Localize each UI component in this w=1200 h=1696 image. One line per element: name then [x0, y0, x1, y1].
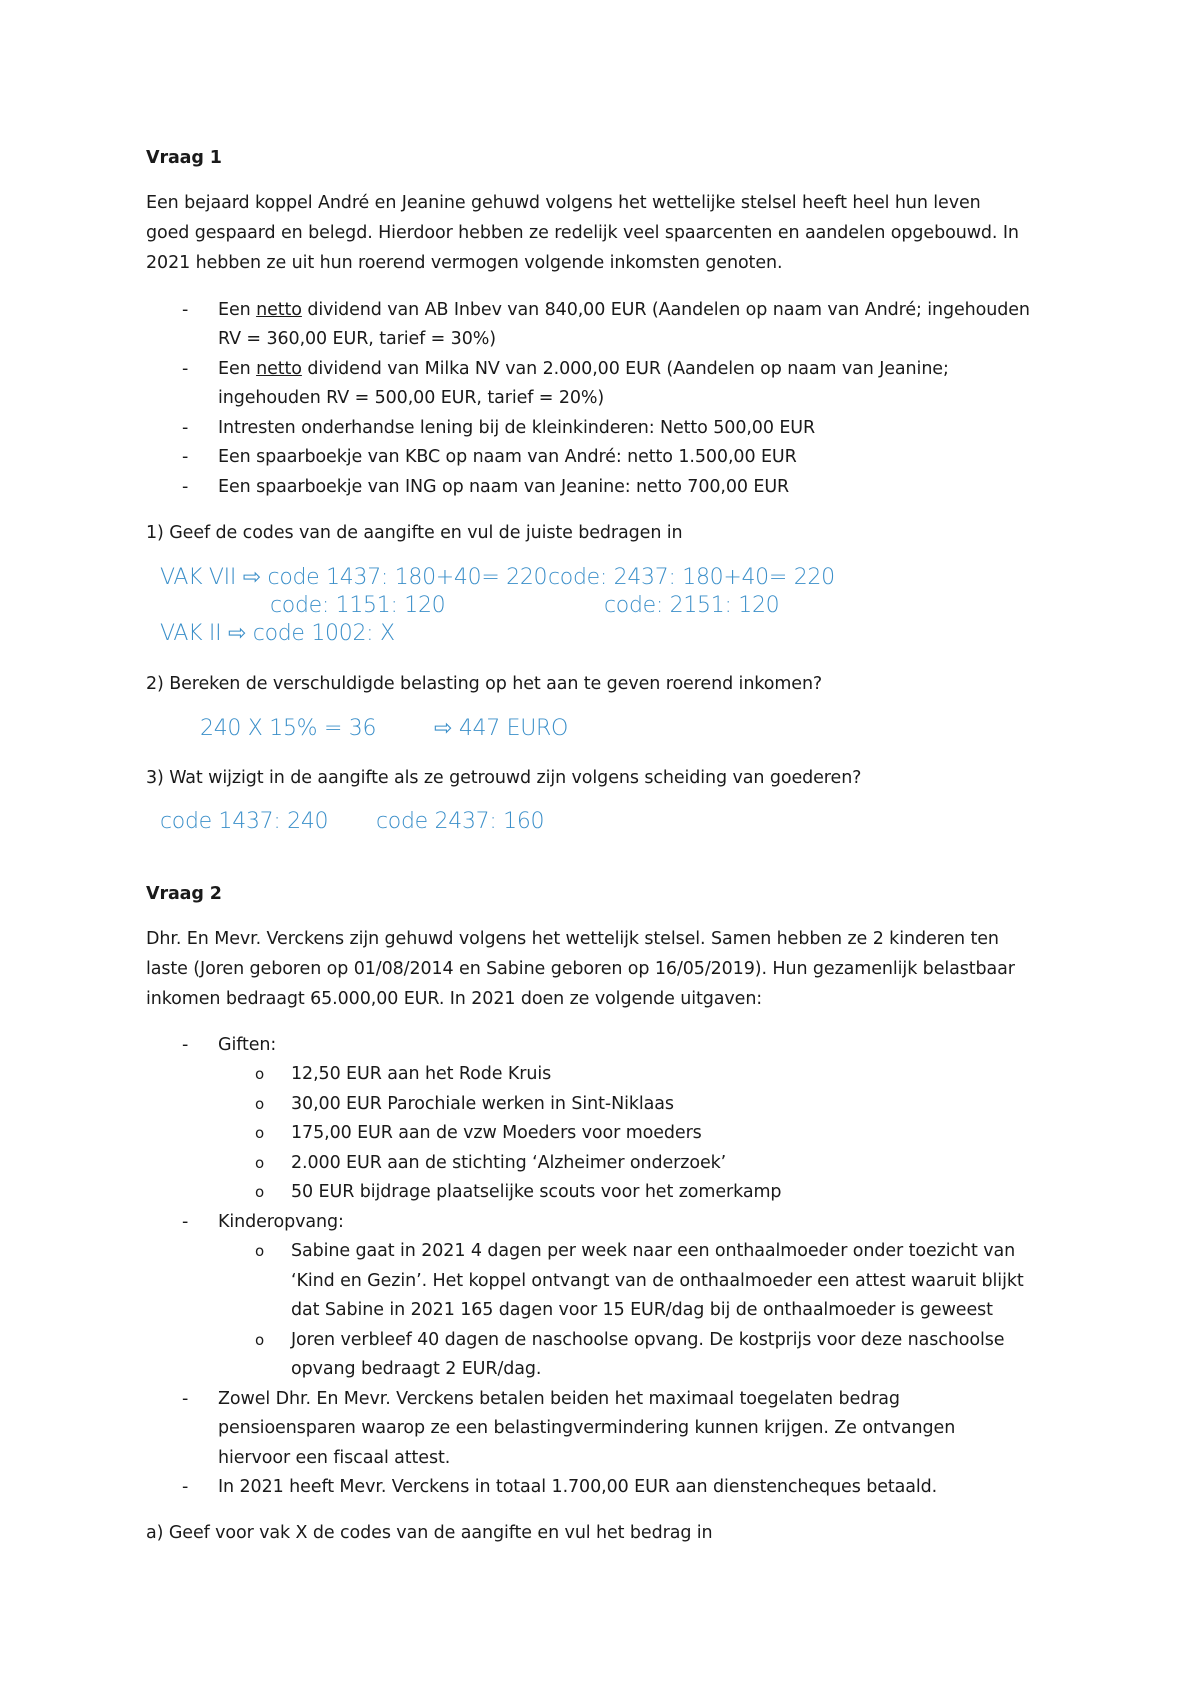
kinderopvang-joren: opvang bedraagt 2 EUR/dag.	[291, 1359, 542, 1379]
vraag1-title: Vraag 1	[146, 148, 222, 168]
bullet-text: Een	[218, 359, 257, 379]
bullet-dividend-abinbev	[218, 300, 1030, 320]
underlined-netto: netto	[256, 300, 302, 320]
giften-label: Giften:	[218, 1035, 277, 1055]
kinderopvang-sabine: dat Sabine in 2021 165 dagen voor 15 EUR/dag bij de onthaalmoeder is geweest	[291, 1300, 993, 1320]
gift-item: 50 EUR bijdrage plaatselijke scouts voor het zomerkamp	[291, 1182, 782, 1202]
bullet-dividend-milka	[218, 359, 949, 379]
bullet-dash: -	[182, 1477, 189, 1497]
gift-item: 2.000 EUR aan de stichting ‘Alzheimer onderzoek’	[291, 1153, 727, 1173]
bullet-dash: -	[182, 1389, 189, 1409]
bullet-dash: -	[182, 447, 189, 467]
bullet-dash: -	[182, 477, 189, 497]
sub-bullet-circle: o	[255, 1242, 265, 1260]
gift-item: 30,00 EUR Parochiale werken in Sint-Niklaas	[291, 1094, 674, 1114]
pensioensparen: hiervoor een fiscaal attest.	[218, 1448, 451, 1468]
sub-bullet-circle: o	[255, 1124, 265, 1142]
kinderopvang-joren: Joren verbleef 40 dagen de naschoolse opvang. De kostprijs voor deze naschoolse	[291, 1330, 1005, 1350]
bullet-intresten: Intresten onderhandse lening bij de kleinkinderen: Netto 500,00 EUR	[218, 418, 816, 438]
question-3: 3) Wat wijzigt in de aangifte als ze getrouwd zijn volgens scheiding van goederen?	[146, 768, 862, 788]
question-1: 1) Geef de codes van de aangifte en vul de juiste bedragen in	[146, 523, 683, 543]
gift-item: 12,50 EUR aan het Rode Kruis	[291, 1064, 552, 1084]
vraag2-title: Vraag 2	[146, 884, 222, 904]
bullet-text: dividend van AB Inbev van 840,00 EUR (Aandelen op naam van André; ingehouden	[301, 300, 1030, 320]
handwritten-answer-total: ⇨ 447 EURO	[434, 716, 569, 741]
question-2: 2) Bereken de verschuldigde belasting op het aan te geven roerend inkomen?	[146, 674, 823, 694]
vraag1-intro-line: 2021 hebben ze uit hun roerend vermogen volgende inkomsten genoten.	[146, 253, 783, 273]
vraag1-intro-line: goed gespaard en belegd. Hierdoor hebben ze redelijk veel spaarcenten en aandelen opgebouwd. In	[146, 223, 1019, 243]
pensioensparen: Zowel Dhr. En Mevr. Verckens betalen beiden het maximaal toegelaten bedrag	[218, 1389, 900, 1409]
vraag2-intro-line: Dhr. En Mevr. Verckens zijn gehuwd volgens het wettelijk stelsel. Samen hebben ze 2 kinderen ten	[146, 929, 999, 949]
sub-bullet-circle: o	[255, 1183, 265, 1201]
bullet-continuation: ingehouden RV = 500,00 EUR, tarief = 20%)	[218, 388, 605, 408]
vraag1-intro-line: Een bejaard koppel André en Jeanine gehuwd volgens het wettelijke stelsel heeft heel hun leven	[146, 193, 981, 213]
vraag2-intro-line: laste (Joren geboren op 01/08/2014 en Sabine geboren op 16/05/2019). Hun gezamenlijk belastbaar	[146, 959, 1015, 979]
bullet-text: Een	[218, 300, 257, 320]
kinderopvang-label: Kinderopvang:	[218, 1212, 344, 1232]
handwritten-answer-code2151: code: 2151: 120	[604, 593, 780, 618]
sub-bullet-circle: o	[255, 1095, 265, 1113]
pensioensparen: pensioensparen waarop ze een belastingvermindering kunnen krijgen. Ze ontvangen	[218, 1418, 956, 1438]
kinderopvang-sabine: Sabine gaat in 2021 4 dagen per week naar een onthaalmoeder onder toezicht van	[291, 1241, 1016, 1261]
sub-bullet-circle: o	[255, 1154, 265, 1172]
handwritten-answer-code2437: code: 2437: 180+40= 220	[548, 565, 835, 590]
bullet-dash: -	[182, 418, 189, 438]
underlined-netto: netto	[256, 359, 302, 379]
bullet-continuation: RV = 360,00 EUR, tarief = 30%)	[218, 329, 496, 349]
handwritten-answer-code1151: code: 1151: 120	[270, 593, 446, 618]
handwritten-answer-vak2: VAK II ⇨ code 1002: X	[160, 621, 395, 646]
sub-bullet-circle: o	[255, 1331, 265, 1349]
handwritten-answer-code2437: code 2437: 160	[376, 809, 545, 834]
kinderopvang-sabine: ‘Kind en Gezin’. Het koppel ontvangt van de onthaalmoeder een attest waaruit blijkt	[291, 1271, 1024, 1291]
dienstencheques: In 2021 heeft Mevr. Verckens in totaal 1.700,00 EUR aan dienstencheques betaald.	[218, 1477, 938, 1497]
bullet-dash: -	[182, 1212, 189, 1232]
bullet-text: dividend van Milka NV van 2.000,00 EUR (Aandelen op naam van Jeanine;	[301, 359, 949, 379]
sub-bullet-circle: o	[255, 1065, 265, 1083]
gift-item: 175,00 EUR aan de vzw Moeders voor moeders	[291, 1123, 702, 1143]
vraag2-intro-line: inkomen bedraagt 65.000,00 EUR. In 2021 doen ze volgende uitgaven:	[146, 989, 763, 1009]
bullet-spaarboekje-ing: Een spaarboekje van ING op naam van Jeanine: netto 700,00 EUR	[218, 477, 790, 497]
bullet-dash: -	[182, 359, 189, 379]
bullet-spaarboekje-kbc: Een spaarboekje van KBC op naam van André: netto 1.500,00 EUR	[218, 447, 797, 467]
handwritten-answer-vak7: VAK VII ⇨ code 1437: 180+40= 220	[160, 565, 548, 590]
bullet-dash: -	[182, 1035, 189, 1055]
handwritten-answer-code1437: code 1437: 240	[160, 809, 329, 834]
bullet-dash: -	[182, 300, 189, 320]
question-a: a) Geef voor vak X de codes van de aangifte en vul het bedrag in	[146, 1523, 713, 1543]
handwritten-answer-belasting: 240 X 15% = 36	[200, 716, 377, 741]
